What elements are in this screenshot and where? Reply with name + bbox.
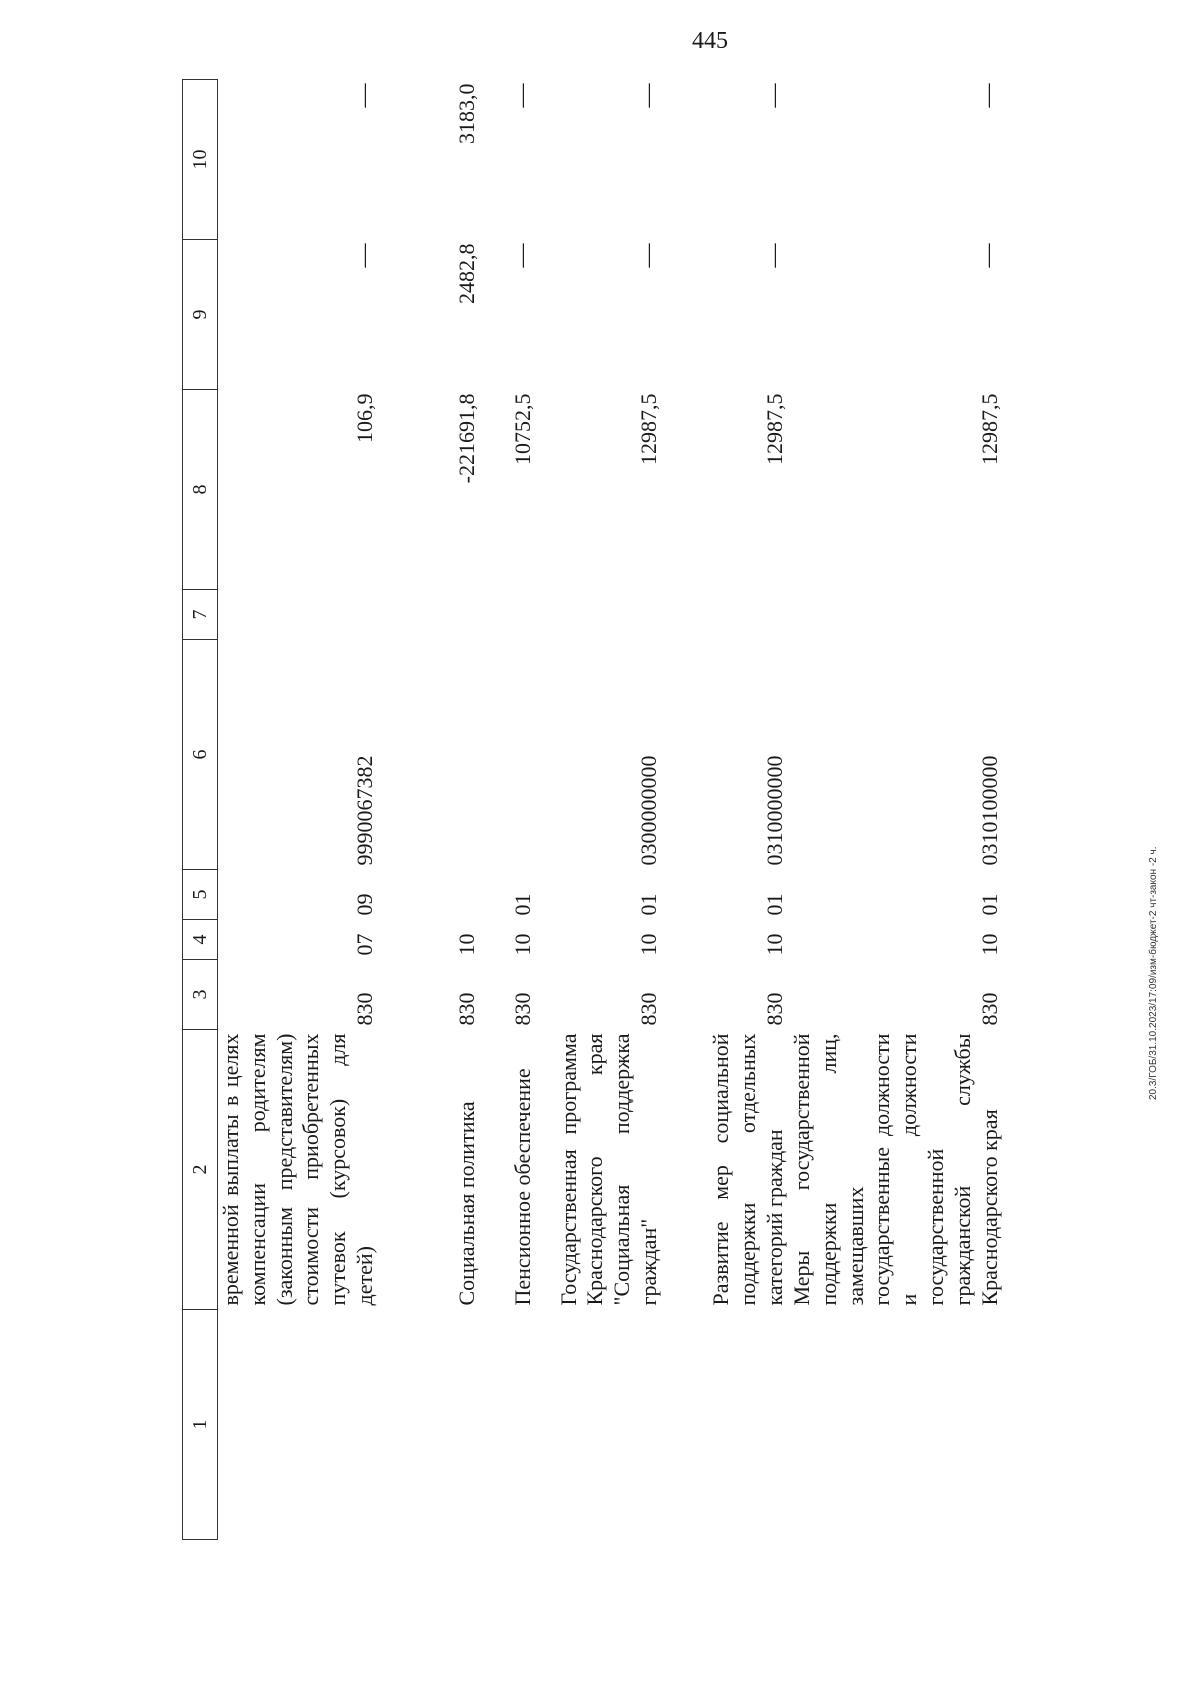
cell-col3: 830 [510,992,536,1026]
cell-col1 [218,1310,379,1540]
cell-col5: 01 [762,893,788,916]
col-header-9: 9 [183,240,218,390]
cell-col10: 3183,0 [454,83,480,144]
col-header-6: 6 [183,640,218,870]
cell-col7 [481,590,537,640]
cell-col3: 830 [636,992,662,1026]
cell-col6: 0310100000 [976,755,1002,866]
cell-col6: 9990067382 [352,755,378,866]
col-header-8: 8 [183,390,218,590]
cell-col3: 830 [454,992,480,1026]
cell-col6 [379,640,481,870]
cell-col1 [379,1310,481,1540]
cell-col4: 10 [762,933,788,956]
cell-col5 [379,870,481,920]
cell-col10: — [760,83,787,108]
cell-col9: — [634,243,661,268]
cell-col8: 106,9 [352,393,378,443]
cell-col9: — [760,243,787,268]
row-description: Меры государственной поддержки лиц, замещавших государственные должности и должности государственной гражданской службы Краснодарского края [788,1033,1002,1306]
cell-col4: 10 [636,933,662,956]
cell-col1 [481,1310,537,1540]
cell-col5: 09 [352,893,378,916]
row-description: Развитие мер социальной поддержки отдельных категорий граждан [708,1033,788,1306]
col-header-7: 7 [183,590,218,640]
document-footer-code: 20.3/ГОБ/31.10.2023/17:09/изм-бюджет-2 чт-закон -2 ч. [1148,846,1159,1100]
cell-col5: 01 [510,893,536,916]
cell-col10: — [975,83,1002,108]
row-description: Государственная программа Краснодарского края "Социальная поддержка граждан" [555,1033,662,1306]
cell-col8: 12987,5 [636,393,662,465]
cell-col6: 0310000000 [762,755,788,866]
cell-col3: 830 [762,992,788,1026]
cell-col7 [218,590,379,640]
col-header-10: 10 [183,80,218,240]
cell-col1 [789,1310,1004,1540]
header-row [183,80,218,1540]
cell-col8: 10752,5 [510,393,536,465]
cell-col5: 01 [976,893,1002,916]
cell-col6: 0300000000 [636,755,662,866]
cell-col4: 10 [976,933,1002,956]
cell-col9: — [350,243,377,268]
cell-col7 [379,590,481,640]
col-header-3: 3 [183,960,218,1030]
cell-col8: 12987,5 [976,393,1002,465]
cell-col3: 830 [976,992,1002,1026]
cell-col1 [663,1310,789,1540]
cell-col7 [663,590,789,640]
cell-col8: -221691,8 [454,393,480,484]
row-description: временной выплаты в целях компенсации родителям (законным представителям) стоимости приобретенных путевок (курсовок) для детей) [218,1033,378,1306]
col-header-5: 5 [183,870,218,920]
cell-col4: 10 [510,933,536,956]
table-row [481,80,537,1540]
row-description: Пенсионное обеспечение [510,1068,536,1306]
cell-col9: 2482,8 [454,243,480,304]
cell-col5: 01 [636,893,662,916]
budget-table [182,79,1004,1540]
col-header-2: 2 [183,1030,218,1310]
page-number: 445 [692,28,728,54]
table-row [789,80,1004,1540]
table-row [537,80,663,1540]
col-header-1: 1 [183,1310,218,1540]
cell-col4: 07 [352,933,378,956]
col-header-4: 4 [183,920,218,960]
table-row [663,80,789,1540]
table-row [379,80,481,1540]
cell-col3: 830 [352,992,378,1026]
row-description: Социальная политика [454,1101,480,1306]
cell-col9: — [975,243,1002,268]
cell-col7 [537,590,663,640]
rotated-budget-table-block [182,80,1022,1540]
cell-col6 [481,640,537,870]
cell-col10: — [634,83,661,108]
cell-col1 [537,1310,663,1540]
cell-col10: — [508,83,535,108]
cell-col10: — [350,83,377,108]
cell-col4: 10 [454,933,480,956]
table-row [218,80,379,1540]
cell-col7 [789,590,1004,640]
cell-col9: — [508,243,535,268]
cell-col8: 12987,5 [762,393,788,465]
